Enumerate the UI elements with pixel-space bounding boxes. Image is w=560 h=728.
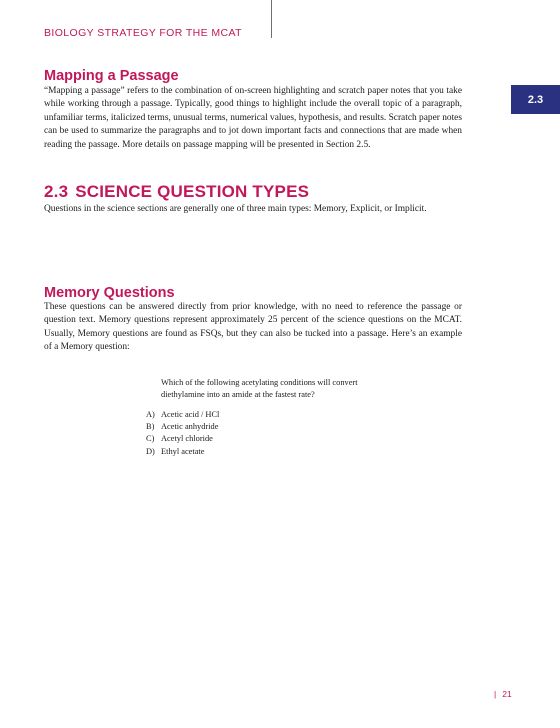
mapping-heading: Mapping a Passage bbox=[44, 68, 179, 84]
option-text: Acetic acid / HCl bbox=[161, 410, 220, 419]
section-number: 2.3 bbox=[44, 182, 69, 201]
section-title bbox=[44, 182, 309, 202]
option-d bbox=[146, 446, 219, 458]
page-footer bbox=[494, 689, 512, 699]
option-letter: A) bbox=[146, 410, 155, 419]
section-intro: Questions in the science sections are generally one of three main types: Memory, Explicit, or Implicit. bbox=[44, 204, 427, 214]
option-letter: D) bbox=[146, 446, 155, 456]
mapping-paragraph: “Mapping a passage” refers to the combination of on-screen highlighting and scratch paper notes that you take while working through a passage. Typically, good things to highlight include the overall topic of a paragraph, unfamiliar terms, italicized terms, unusual terms, numerical values, hypothesis, and results. Scratch paper notes can be used to summarize the paragraphs and to jot down important facts and connections that are made when reading the passage. More details on passage mapping will be presented in Section 2.5. bbox=[44, 86, 462, 150]
memory-heading: Memory Questions bbox=[44, 285, 175, 301]
section-title-text: SCIENCE QUESTION TYPES bbox=[75, 182, 310, 201]
example-question: Which of the following acetylating conditions will convert diethylamine into an amide at the fastest rate? bbox=[161, 378, 358, 400]
section-tab: 2.3 bbox=[511, 85, 560, 114]
memory-paragraph: These questions can be answered directly from prior knowledge, with no need to reference the passage or question text. Memory questions represent approximately 25 percent of the science questions on the MCAT. Usually, Memory questions are found as FSQs, but they can also be tucked into a passage. Here’s an example of a Memory question: bbox=[44, 302, 462, 353]
option-a bbox=[146, 409, 219, 421]
header-divider bbox=[271, 0, 272, 38]
option-b bbox=[146, 421, 219, 433]
option-letter: B) bbox=[146, 422, 155, 432]
page-number: 21 bbox=[502, 689, 512, 699]
running-head: BIOLOGY STRATEGY FOR THE MCAT bbox=[44, 27, 242, 39]
option-letter: C) bbox=[146, 434, 155, 444]
option-c bbox=[146, 433, 219, 445]
footer-separator: | bbox=[494, 689, 497, 699]
option-text: Ethyl acetate bbox=[161, 446, 205, 456]
answer-options bbox=[146, 409, 219, 458]
option-text: Acetic anhydride bbox=[161, 422, 219, 432]
option-text: Acetyl chloride bbox=[161, 434, 213, 444]
